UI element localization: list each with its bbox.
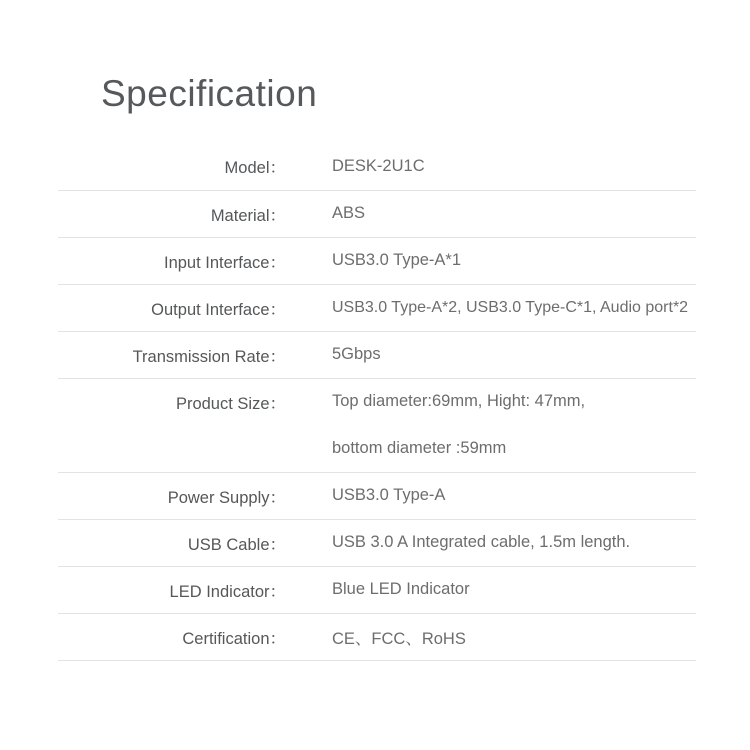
spec-value: USB 3.0 A Integrated cable, 1.5m length.: [286, 519, 696, 566]
spec-label: Transmission Rate：: [58, 331, 286, 378]
page-title: Specification: [101, 73, 318, 114]
table-row: [58, 613, 696, 660]
spec-value: DESK-2U1C: [286, 143, 696, 190]
table-row: [58, 519, 696, 566]
spec-value: 5Gbps: [286, 331, 696, 378]
spec-value: USB3.0 Type-A*1: [286, 237, 696, 284]
table-row: [58, 331, 696, 378]
spec-label: Material：: [58, 190, 286, 237]
table-row: [58, 378, 696, 425]
table-row: [58, 190, 696, 237]
spec-label: LED Indicator：: [58, 566, 286, 613]
table-row: [58, 472, 696, 519]
spec-label: [58, 425, 286, 472]
spec-label: Certification：: [58, 613, 286, 660]
specification-table: [58, 143, 696, 661]
spec-value: Blue LED Indicator: [286, 566, 696, 613]
table-row: [58, 143, 696, 190]
table-row: [58, 237, 696, 284]
spec-label: Power Supply：: [58, 472, 286, 519]
spec-label: USB Cable：: [58, 519, 286, 566]
spec-label: Product Size：: [175, 394, 286, 413]
spec-value: USB3.0 Type-A*2, USB3.0 Type-C*1, Audio port*2: [286, 284, 696, 331]
spec-value: ABS: [286, 190, 696, 237]
spec-label: Output Interface：: [58, 284, 286, 331]
spec-label: Input Interface：: [58, 237, 286, 284]
spec-label: Model：: [58, 143, 286, 190]
spec-value: CE、FCC、RoHS: [286, 613, 696, 660]
spec-value: Top diameter:69mm, Hight: 47mm,: [332, 392, 586, 411]
table-row: [58, 284, 696, 331]
spec-value: USB3.0 Type-A: [286, 472, 696, 519]
table-row: [58, 566, 696, 613]
spec-value: bottom diameter :59mm: [286, 425, 696, 472]
table-row: [58, 425, 696, 472]
